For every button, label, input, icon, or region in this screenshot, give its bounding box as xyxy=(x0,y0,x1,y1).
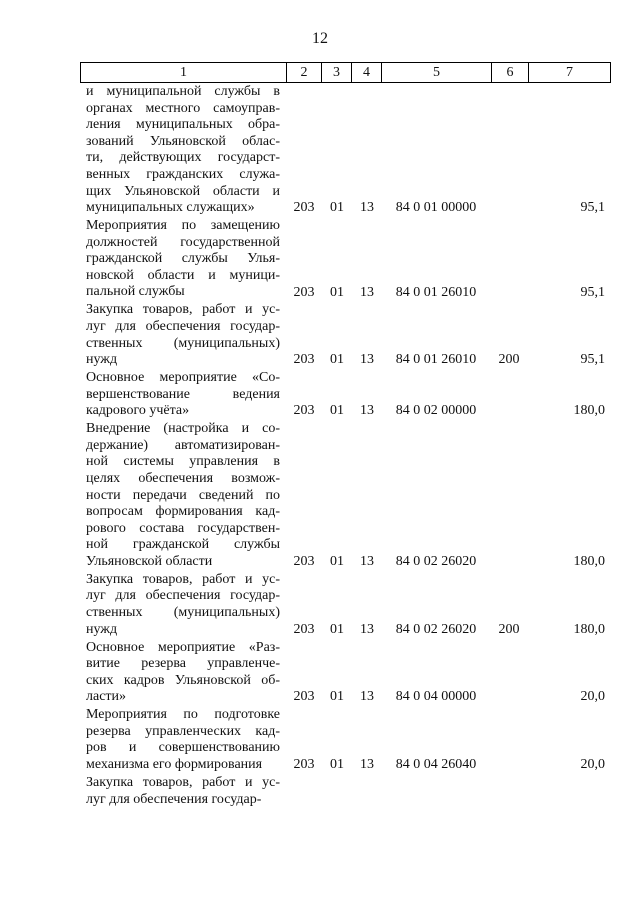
row-name xyxy=(86,302,280,368)
cell-c4: 13 xyxy=(360,621,374,637)
row-name-line: ласти» xyxy=(86,689,127,705)
cell-c5: 84 0 01 00000 xyxy=(395,200,477,216)
row-name-line: луг для обеспечения государ- xyxy=(86,318,280,334)
cell-c4: 13 xyxy=(360,554,374,569)
cell-c3: 01 xyxy=(330,621,344,637)
row-name-line: ления муниципальных обра- xyxy=(86,117,280,133)
cell-c7: 180,0 xyxy=(573,403,605,419)
cell-c5: 84 0 04 00000 xyxy=(395,689,477,705)
row-name-line: венных гражданских служа- xyxy=(86,166,280,182)
cell-c5: 84 0 01 26010 xyxy=(395,284,477,300)
row-name-line: вершенствование ведения xyxy=(86,386,280,402)
header-col-5: 5 xyxy=(381,63,491,82)
row-name-line: ти, действующих государст- xyxy=(86,150,280,166)
cell-c3: 01 xyxy=(330,352,344,368)
cell-c3: 01 xyxy=(330,757,344,773)
row-name-line: новской области и муници- xyxy=(86,267,280,283)
header-col-4: 4 xyxy=(351,63,381,82)
row-name-line: зований Ульяновской облас- xyxy=(86,133,280,149)
cell-c4: 13 xyxy=(360,284,374,300)
row-name xyxy=(86,775,280,808)
row-name-line: муниципальных служащих» xyxy=(86,200,255,216)
row-name-line: Мероприятия по подготовке xyxy=(86,707,280,723)
cell-c4: 13 xyxy=(360,403,374,419)
row-name-line: органах местного самоуправ- xyxy=(86,100,280,116)
header-col-1: 1 xyxy=(80,63,286,82)
row-name-line: нужд xyxy=(86,621,118,637)
header-col-3: 3 xyxy=(321,63,351,82)
row-name-line: ских кадров Ульяновской об- xyxy=(86,672,280,688)
cell-c2: 203 xyxy=(293,284,315,300)
cell-c2: 203 xyxy=(293,621,315,637)
cell-c2: 203 xyxy=(293,200,315,216)
row-name-line: щих Ульяновской области и xyxy=(86,183,280,199)
header-col-7: 7 xyxy=(528,63,611,82)
cell-c7: 180,0 xyxy=(573,554,605,569)
cell-c2: 203 xyxy=(293,352,315,368)
row-name xyxy=(86,707,280,773)
row-name-line: луг для обеспечения государ- xyxy=(86,791,262,807)
row-name-line: нужд xyxy=(86,352,118,368)
cell-c2: 203 xyxy=(293,757,315,773)
cell-c3: 01 xyxy=(330,200,344,216)
row-name-line: луг для обеспечения государ- xyxy=(86,588,280,604)
row-name-line: Основное мероприятие «Со- xyxy=(86,370,280,386)
row-name-line: ной системы управления в xyxy=(86,454,280,470)
cell-c2: 203 xyxy=(293,403,315,419)
header-col-6: 6 xyxy=(491,63,528,82)
row-name-line: целях обеспечения возмож- xyxy=(86,470,280,486)
row-name xyxy=(86,572,280,638)
cell-c6: 200 xyxy=(498,352,520,368)
row-name-line: гражданской службы Улья- xyxy=(86,251,280,267)
row-name xyxy=(86,421,280,570)
row-name-line: Закупка товаров, работ и ус- xyxy=(86,302,280,318)
cell-c5: 84 0 04 26040 xyxy=(395,757,477,773)
row-name-line: ров и совершенствованию xyxy=(86,740,280,756)
cell-c7: 95,1 xyxy=(580,284,605,300)
cell-c3: 01 xyxy=(330,554,344,569)
cell-c5: 84 0 01 26010 xyxy=(395,352,477,368)
row-name-line: должностей государственной xyxy=(86,234,280,250)
cell-c3: 01 xyxy=(330,403,344,419)
cell-c4: 13 xyxy=(360,757,374,773)
row-name-line: пальной службы xyxy=(86,284,185,300)
cell-c5: 84 0 02 26020 xyxy=(395,554,477,569)
cell-c2: 203 xyxy=(293,554,315,569)
row-name-line: и муниципальной службы в xyxy=(86,84,280,99)
cell-c4: 13 xyxy=(360,200,374,216)
cell-c7: 20,0 xyxy=(580,757,605,773)
row-name xyxy=(86,640,280,706)
cell-c3: 01 xyxy=(330,689,344,705)
cell-c5: 84 0 02 00000 xyxy=(395,403,477,419)
row-name-line: Внедрение (настройка и со- xyxy=(86,421,280,437)
cell-c7: 20,0 xyxy=(580,689,605,705)
row-name-line: Закупка товаров, работ и ус- xyxy=(86,571,280,587)
row-name xyxy=(86,218,280,301)
row-name-line: резерва управленческих кад- xyxy=(86,723,280,739)
row-name-line: Основное мероприятие «Раз- xyxy=(86,639,280,655)
row-name-line: Закупка товаров, работ и ус- xyxy=(86,775,280,790)
cell-c7: 180,0 xyxy=(573,621,605,637)
row-name-line: ной гражданской службы xyxy=(86,537,280,553)
row-name-line: ности передачи сведений по xyxy=(86,487,280,503)
cell-c7: 95,1 xyxy=(580,352,605,368)
row-name-line: рового состава государствен- xyxy=(86,520,280,536)
row-name-line: вопросам формирования кад- xyxy=(86,504,280,520)
row-name xyxy=(86,370,280,420)
row-name-line: Ульяновской области xyxy=(86,553,213,569)
table-header xyxy=(80,62,611,83)
cell-c7: 95,1 xyxy=(580,200,605,216)
page-number: 12 xyxy=(312,30,328,47)
row-name-line: механизма его формирования xyxy=(86,757,263,773)
cell-c5: 84 0 02 26020 xyxy=(395,621,477,637)
row-name-line: держание) автоматизирован- xyxy=(86,437,280,453)
row-name-line: ственных (муниципальных) xyxy=(86,335,280,351)
cell-c4: 13 xyxy=(360,352,374,368)
row-name xyxy=(86,84,280,217)
row-name-line: Мероприятия по замещению xyxy=(86,218,280,234)
cell-c3: 01 xyxy=(330,284,344,300)
header-col-2: 2 xyxy=(286,63,321,82)
row-name-line: витие резерва управленче- xyxy=(86,656,280,672)
cell-c4: 13 xyxy=(360,689,374,705)
cell-c6: 200 xyxy=(498,621,520,637)
row-name-line: кадрового учёта» xyxy=(86,403,190,419)
cell-c2: 203 xyxy=(293,689,315,705)
row-name-line: ственных (муниципальных) xyxy=(86,605,280,621)
